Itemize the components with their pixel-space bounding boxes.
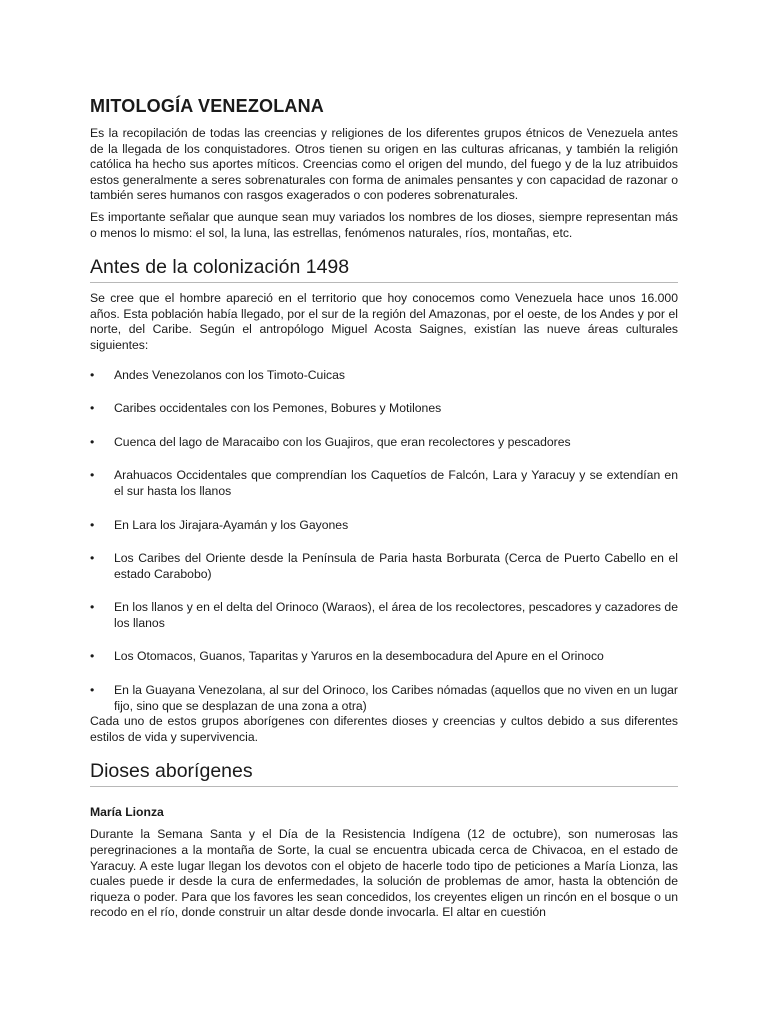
document-body (90, 96, 678, 927)
bullet-icon: • (90, 434, 95, 449)
cultural-areas-list (90, 368, 678, 715)
list-item-text: Cuenca del lago de Maracaibo con los Guajiros, que eran recolectores y pescadores (114, 434, 571, 449)
bullet-icon: • (90, 683, 95, 698)
list-item (90, 683, 678, 714)
bullet-icon: • (90, 600, 95, 615)
list-item (90, 435, 678, 451)
bullet-icon: • (90, 551, 95, 566)
list-item (90, 468, 678, 499)
bullet-icon: • (90, 649, 95, 664)
list-item-text: Caribes occidentales con los Pemones, Bobures y Motilones (114, 401, 442, 416)
section-heading-dioses: Dioses aborígenes (90, 759, 678, 787)
section1-closing: Cada uno de estos grupos aborígenes con diferentes dioses y creencias y cultos debido a sus diferentes estilos de vida y supervivencia. (90, 714, 678, 744)
maria-lionza-paragraph: Durante la Semana Santa y el Día de la Resistencia Indígena (12 de octubre), son numerosas las peregrinaciones a la montaña de Sorte, la cual se encuentra ubicada cerca de Chivacoa, en el estado de Yaracuy. A este lugar llegan los devotos con el objeto de hacerle todo tipo de peticiones a María Lionza, las cuales puede ir desde la cura de enfermedades, la solución de problemas de amor, hasta la obtención de riqueza o poder. Para que los favores les sean concedidos, los creyentes eligen un rincón en el bosque o un recodo en el río, donde construir un altar desde donde invocarla. El altar en cuestión (90, 827, 678, 920)
list-item (90, 551, 678, 582)
bullet-icon: • (90, 401, 95, 416)
list-item-text: Los Caribes del Oriente desde la Península de Paria hasta Borburata (Cerca de Puerto Cabello en el estado Carabobo) (114, 551, 678, 581)
list-item-text: En los llanos y en el delta del Orinoco (Waraos), el área de los recolectores, pescadores y cazadores de los llanos (114, 600, 678, 630)
section1-paragraph: Se cree que el hombre apareció en el territorio que hoy conocemos como Venezuela hace unos 16.000 años. Esta población había llegado, por el sur de la región del Amazonas, por el oeste, de los Andes y por el norte, del Caribe. Según el antropólogo Miguel Acosta Saignes, existían las nueve áreas culturales siguientes: (90, 291, 678, 352)
list-item-text: Arahuacos Occidentales que comprendían los Caquetíos de Falcón, Lara y Yaracuy y se extendían en el sur hasta los llanos (114, 468, 678, 498)
list-item (90, 518, 678, 534)
bullet-icon: • (90, 367, 95, 382)
list-item-text: En Lara los Jirajara-Ayamán y los Gayones (114, 517, 349, 532)
bullet-icon: • (90, 517, 95, 532)
list-item-text: En la Guayana Venezolana, al sur del Orinoco, los Caribes nómadas (aquellos que no viven en un lugar fijo, sino que se desplazan de una zona a otra) (114, 683, 678, 713)
intro-paragraph-2: Es importante señalar que aunque sean muy variados los nombres de los dioses, siempre representan más o menos lo mismo: el sol, la luna, las estrellas, fenómenos naturales, ríos, montañas, etc. (90, 209, 678, 240)
document-title: MITOLOGÍA VENEZOLANA (90, 96, 325, 116)
section-heading-colonizacion: Antes de la colonización 1498 (90, 255, 678, 283)
intro-paragraph-1: Es la recopilación de todas las creencias y religiones de los diferentes grupos étnicos de Venezuela antes de la llegada de los conquistadores. Otros tienen su origen en las culturas africanas, y también la religión católica ha hecho sus aportes míticos. Creencias como el origen del mundo, del fuego y de la luz atribuidos estos generalmente a seres sobrenaturales con forma de animales pensantes y con capacidad de razonar o también seres humanos con rasgos exagerados o con poderes sobrenaturales. (90, 126, 678, 203)
list-item-text: Los Otomacos, Guanos, Taparitas y Yaruros en la desembocadura del Apure en el Orinoco (114, 649, 604, 664)
subheading-maria-lionza: María Lionza (90, 805, 164, 820)
list-item (90, 649, 678, 665)
bullet-icon: • (90, 468, 95, 483)
list-item (90, 600, 678, 631)
list-item-text: Andes Venezolanos con los Timoto-Cuicas (114, 367, 346, 382)
list-item (90, 368, 678, 384)
list-item (90, 401, 678, 417)
